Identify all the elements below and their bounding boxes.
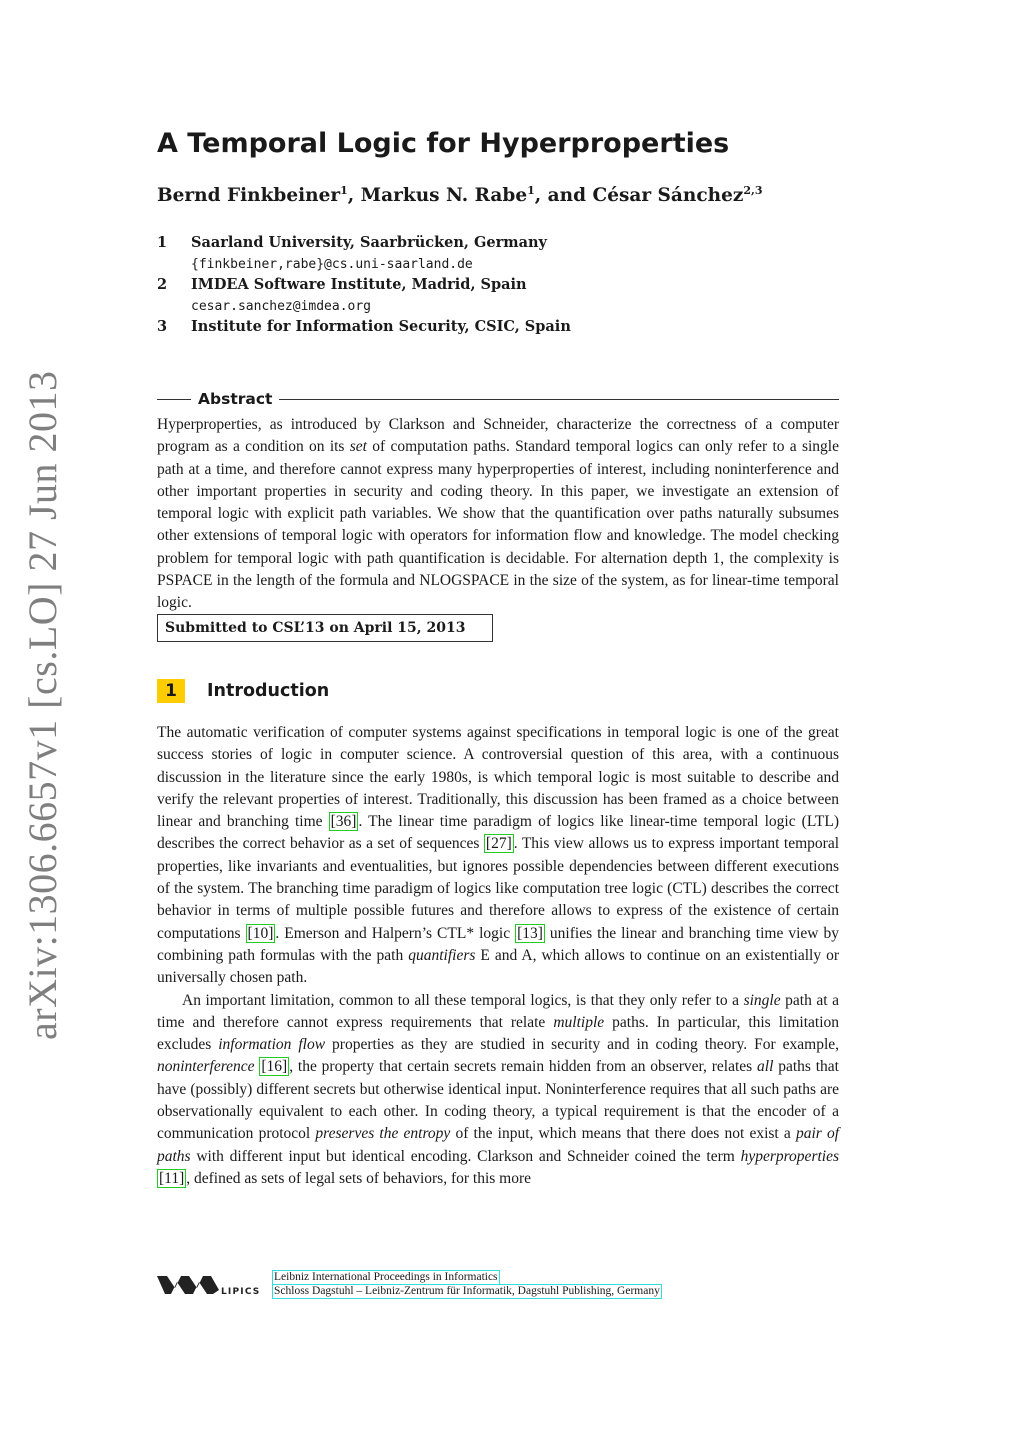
section-heading [157,678,329,704]
citation-link[interactable]: [11] [159,1169,185,1187]
paragraph [157,722,839,990]
emphasis: quantifiers [408,946,476,964]
text-run: of computation paths. Standard temporal logics can only refer to a single path at a time, and therefore cannot express many hyperproperties of interest, including noninterference and other important properties in security and coding theory. In this paper, we investigate an extension of temporal logic with explicit path variables. We show that the quantification over paths naturally subsumes other extensions of temporal logic with operators for information flow and knowledge. The model checking problem for temporal logic with path quantification is decidable. For alternation depth 1, the complexity is PSPACE in the length of the formula and NLOGSPACE in the size of the system, as for linear-time temporal logic. [157,438,839,612]
author-separator: , [347,185,361,207]
author-affiliation-mark: 1 [340,184,348,197]
affiliation-name: IMDEA Software Institute, Madrid, Spain [191,276,527,293]
author-affiliation-mark: 1 [527,184,535,197]
text-run: path at a time and therefore cannot express requirements that relate [157,991,839,1031]
text-run: E and A, which allows to continue on an existentially or universally chosen path. [157,946,839,987]
text-run: , the property that certain secrets remain hidden from an observer, relates [289,1058,758,1076]
emphasis: pair of paths [157,1125,840,1165]
affiliation-number: 3 [157,318,168,335]
affiliation-2 [157,276,527,293]
text-run: unifies the linear and branching time view by combining path formulas with the path [157,924,839,964]
emphasis: all [757,1058,774,1076]
affiliation-name: Institute for Information Security, CSIC, Spain [191,318,571,335]
author-name: Bernd Finkbeiner [157,185,341,207]
text-run: The automatic verification of computer systems against specifications in temporal logic is one of the great success stories of logic in computer science. A controversial question of this area, with a continuous discussion in the literature since the early 1980s, is which temporal logic is most suitable to describe and verify the relevant properties of interest. Traditionally, this discussion has been framed as a choice between linear and branching time [157,724,839,831]
abstract-label: Abstract [198,390,273,408]
dagstuhl-publisher-link[interactable]: Schloss Dagstuhl – Leibniz-Zentrum für Informatik, Dagstuhl Publishing, Germany [274,1285,660,1297]
lipics-logo-mark [157,1276,219,1294]
emphasis: set [349,438,367,456]
affiliation-number: 1 [157,234,168,251]
affiliation-name: Saarland University, Saarbrücken, Germany [191,234,547,251]
text-run: of the input, which means that there does not exist a [450,1125,796,1143]
submission-note: Submitted to CSL’13 on April 15, 2013 [157,614,493,642]
emphasis: multiple [553,1013,605,1031]
section-title: Introduction [207,681,330,701]
text-run: . The linear time paradigm of logics like linear-time temporal logic (LTL) describes the correct behavior as a set of sequences [157,813,839,853]
text-run: paths. In particular, this limitation excludes [157,1013,840,1054]
author-name: César Sánchez [592,185,744,207]
emphasis: information flow [218,1036,326,1054]
text-run: with different input but identical encoding. Clarkson and Schneider coined the term [190,1147,741,1165]
text-run: properties as they are studied in security and in coding theory. For example, [325,1036,840,1054]
section-number: 1 [157,679,185,703]
text-run: An important limitation, common to all these temporal logics, is that they only refer to a [182,991,744,1009]
heading-rule [279,399,839,400]
citation-link[interactable]: [13] [517,924,543,942]
introduction-body [157,722,839,1190]
emphasis: single [743,991,781,1009]
text-run: . This view allows us to express important temporal properties, like invariants and eventualities, but ignores possible dependencies between different executions of the system. The branching time paradigm of logics like computation tree logic (CTL) describes the correct behavior in terms of multiple possible futures and therefore allows to express of the existence of certain computations [157,835,840,942]
affiliation-1 [157,234,547,251]
citation-link[interactable]: [10] [247,924,274,942]
affiliation-email[interactable]: cesar.sanchez@imdea.org [191,299,372,314]
text-run: , defined as sets of legal sets of behaviors, for this more [186,1169,532,1187]
text-run: . Emerson and Halpern’s CTL* logic [275,924,516,942]
abstract-heading [157,389,839,409]
paper-title: A Temporal Logic for Hyperproperties [157,128,730,159]
author-name: Markus N. Rabe [360,185,528,207]
affiliation-number: 2 [157,276,168,293]
affiliation-email[interactable]: {finkbeiner,rabe}@cs.uni-saarland.de [191,257,473,272]
lipics-series-link[interactable]: Leibniz International Proceedings in Informatics [274,1271,498,1283]
author-list [157,184,762,206]
abstract-text [157,414,839,615]
paragraph [157,990,839,1191]
affiliation-3 [157,318,571,335]
text-run: Hyperproperties, as introduced by Clarkson and Schneider, characterize the correctness of a computer program as a condition on its [157,416,839,456]
lipics-logo [157,1270,267,1298]
author-affiliation-mark: 2,3 [743,184,763,197]
heading-rule [157,399,191,400]
citation-link[interactable]: [36] [330,813,357,831]
emphasis: preserves the entropy [315,1125,451,1143]
emphasis: noninterference [157,1058,255,1076]
author-separator: , and [534,185,593,207]
citation-link[interactable]: [16] [261,1058,288,1076]
citation-link[interactable]: [27] [485,835,512,853]
lipics-logo-text: LIPICS [221,1287,261,1297]
arxiv-identifier-stamp: arXiv:1306.6657v1 [cs.LO] 27 Jun 2013 [20,370,65,1040]
text-run: paths that have (possibly) different secrets but otherwise identical input. Noninterference requires that all such paths are observationally equivalent to each other. In coding theory, a typical requirement is that the encoder of a communication protocol [157,1058,839,1143]
emphasis: hyperproperties [740,1147,839,1165]
